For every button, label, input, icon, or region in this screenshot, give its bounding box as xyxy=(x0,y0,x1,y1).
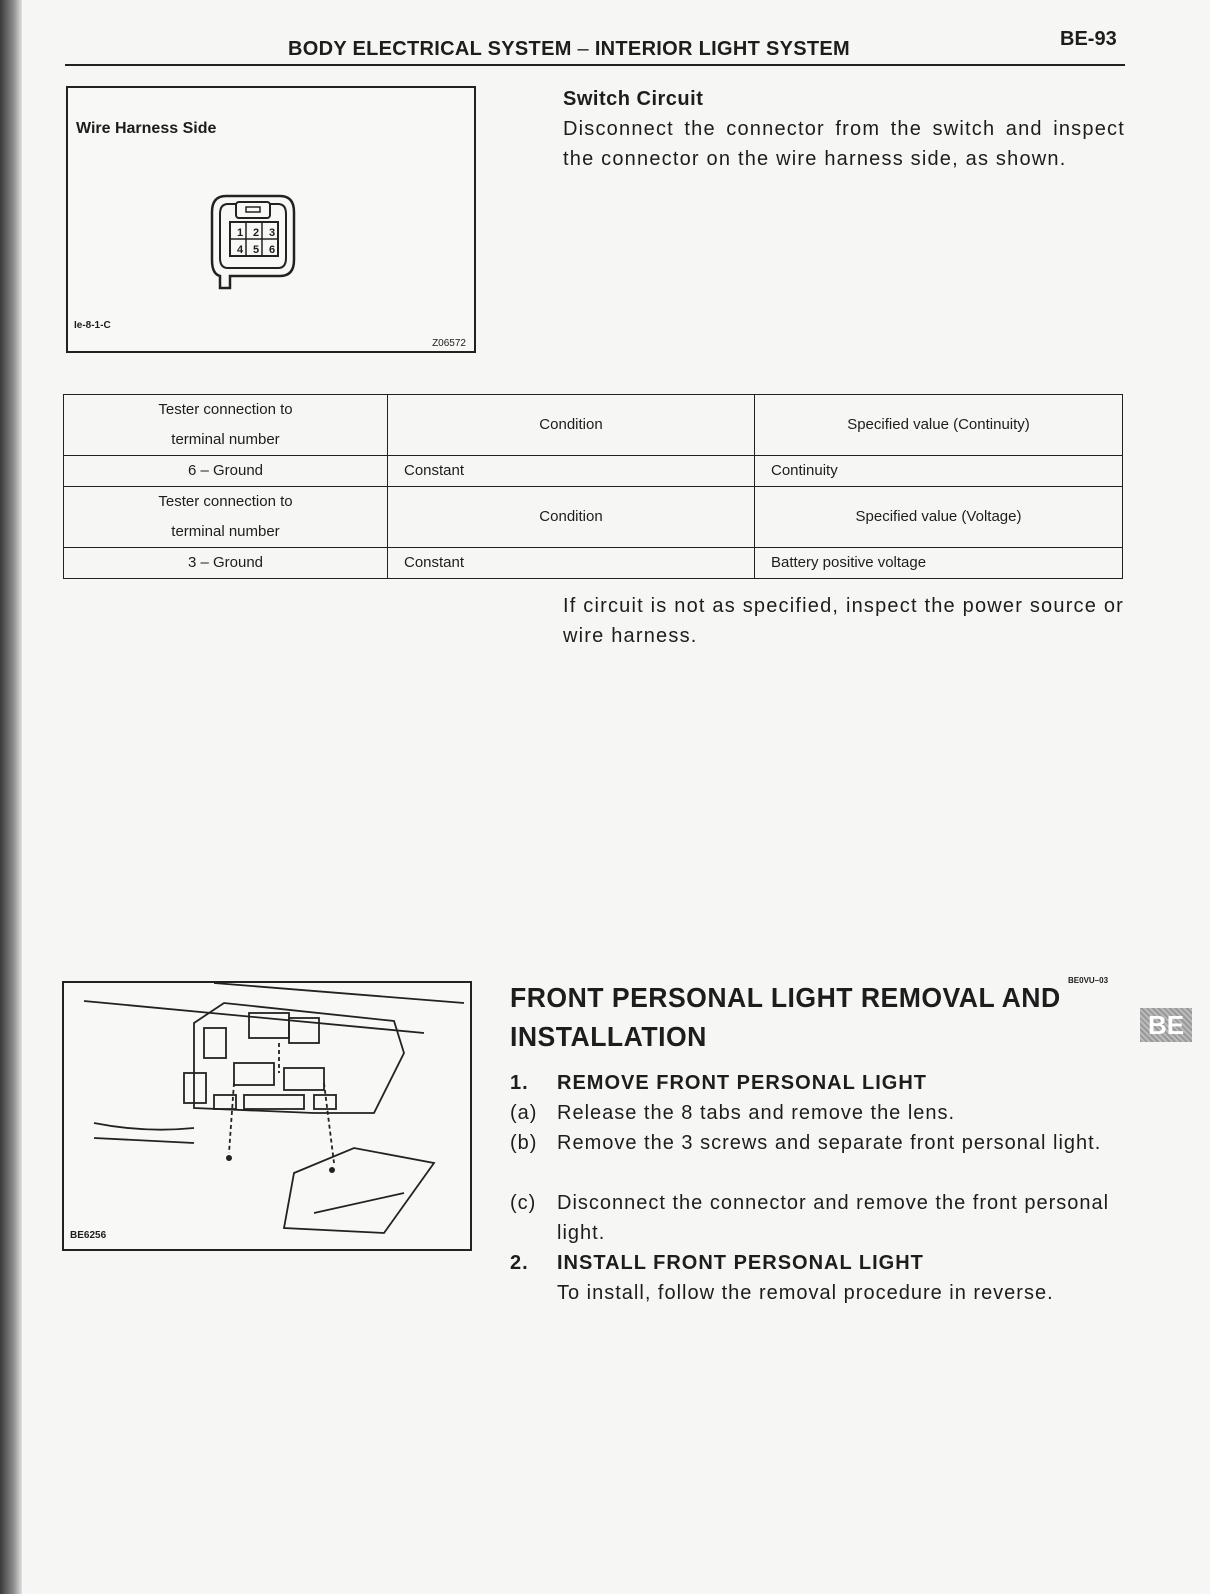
header-title-sub: INTERIOR LIGHT SYSTEM xyxy=(594,38,851,60)
switch-circuit-title: Switch Circuit xyxy=(563,88,704,110)
step-text: To install, follow the removal procedure in reverse. xyxy=(557,1282,1054,1304)
table-cell: Battery positive voltage xyxy=(755,548,1123,579)
pin-label: 4 xyxy=(236,244,244,256)
step-number: 2. xyxy=(510,1252,529,1274)
table-cell: 3 – Ground xyxy=(64,548,388,579)
pin-label: 5 xyxy=(252,244,260,256)
connector-figure xyxy=(66,86,476,353)
inspection-table xyxy=(63,394,1123,579)
step-text: REMOVE FRONT PERSONAL LIGHT xyxy=(557,1072,927,1094)
step-text: Remove the 3 screws and separate front personal light. xyxy=(557,1132,1102,1154)
header-separator: – xyxy=(571,38,595,60)
page-header xyxy=(288,38,850,61)
step-number: (c) xyxy=(510,1192,537,1214)
header-rule xyxy=(65,64,1125,66)
note-text: If circuit is not as specified, inspect the power source or wire harness. xyxy=(563,595,1125,647)
table-cell: Condition xyxy=(388,487,755,548)
figure-ref: BE6256 xyxy=(70,1230,107,1241)
page-number: BE-93 xyxy=(1060,28,1117,50)
table-header-row xyxy=(64,395,1123,456)
header-title-main: BODY ELECTRICAL SYSTEM xyxy=(288,38,572,60)
section-code: BE0VU–03 xyxy=(1068,976,1109,985)
step-text: Disconnect the connector and remove the front personal light. xyxy=(557,1192,1110,1244)
step-number: (a) xyxy=(510,1102,538,1124)
pin-label: 2 xyxy=(252,227,260,239)
step-text: Release the 8 tabs and remove the lens. xyxy=(557,1102,956,1124)
table-cell: Tester connection to terminal number xyxy=(64,487,388,548)
removal-illustration xyxy=(62,981,472,1251)
figure-label: Wire Harness Side xyxy=(76,120,217,137)
table-row xyxy=(64,456,1123,487)
table-cell: Constant xyxy=(388,548,755,579)
table-cell: 6 – Ground xyxy=(64,456,388,487)
table-cell: Specified value (Voltage) xyxy=(755,487,1123,548)
table-header-row xyxy=(64,487,1123,548)
step-number: 1. xyxy=(510,1072,529,1094)
section-title: FRONT PERSONAL LIGHT REMOVAL AND INSTALLATION xyxy=(510,982,1061,1052)
procedure-steps xyxy=(510,1068,1130,1308)
pin-label: 3 xyxy=(268,227,276,239)
figure-ref-left: Ie-8-1-C xyxy=(74,320,111,331)
step-number: (b) xyxy=(510,1132,538,1154)
pin-label: 6 xyxy=(268,244,276,256)
table-cell: Condition xyxy=(388,395,755,456)
personal-light-assembly-icon xyxy=(64,983,470,1249)
table-row xyxy=(64,548,1123,579)
table-cell: Constant xyxy=(388,456,755,487)
table-cell: Tester connection to terminal number xyxy=(64,395,388,456)
pin-label: 1 xyxy=(236,227,244,239)
switch-circuit-section xyxy=(563,84,1125,174)
switch-circuit-text: Disconnect the connector from the switch and inspect the connector on the wire harness side, as shown. xyxy=(563,118,1125,170)
step-text: INSTALL FRONT PERSONAL LIGHT xyxy=(557,1252,924,1274)
table-cell: Continuity xyxy=(755,456,1123,487)
figure-ref-right: Z06572 xyxy=(432,338,466,349)
section-side-tab: BE xyxy=(1140,1008,1192,1042)
table-cell: Specified value (Continuity) xyxy=(755,395,1123,456)
scan-binding-edge xyxy=(0,0,22,1594)
